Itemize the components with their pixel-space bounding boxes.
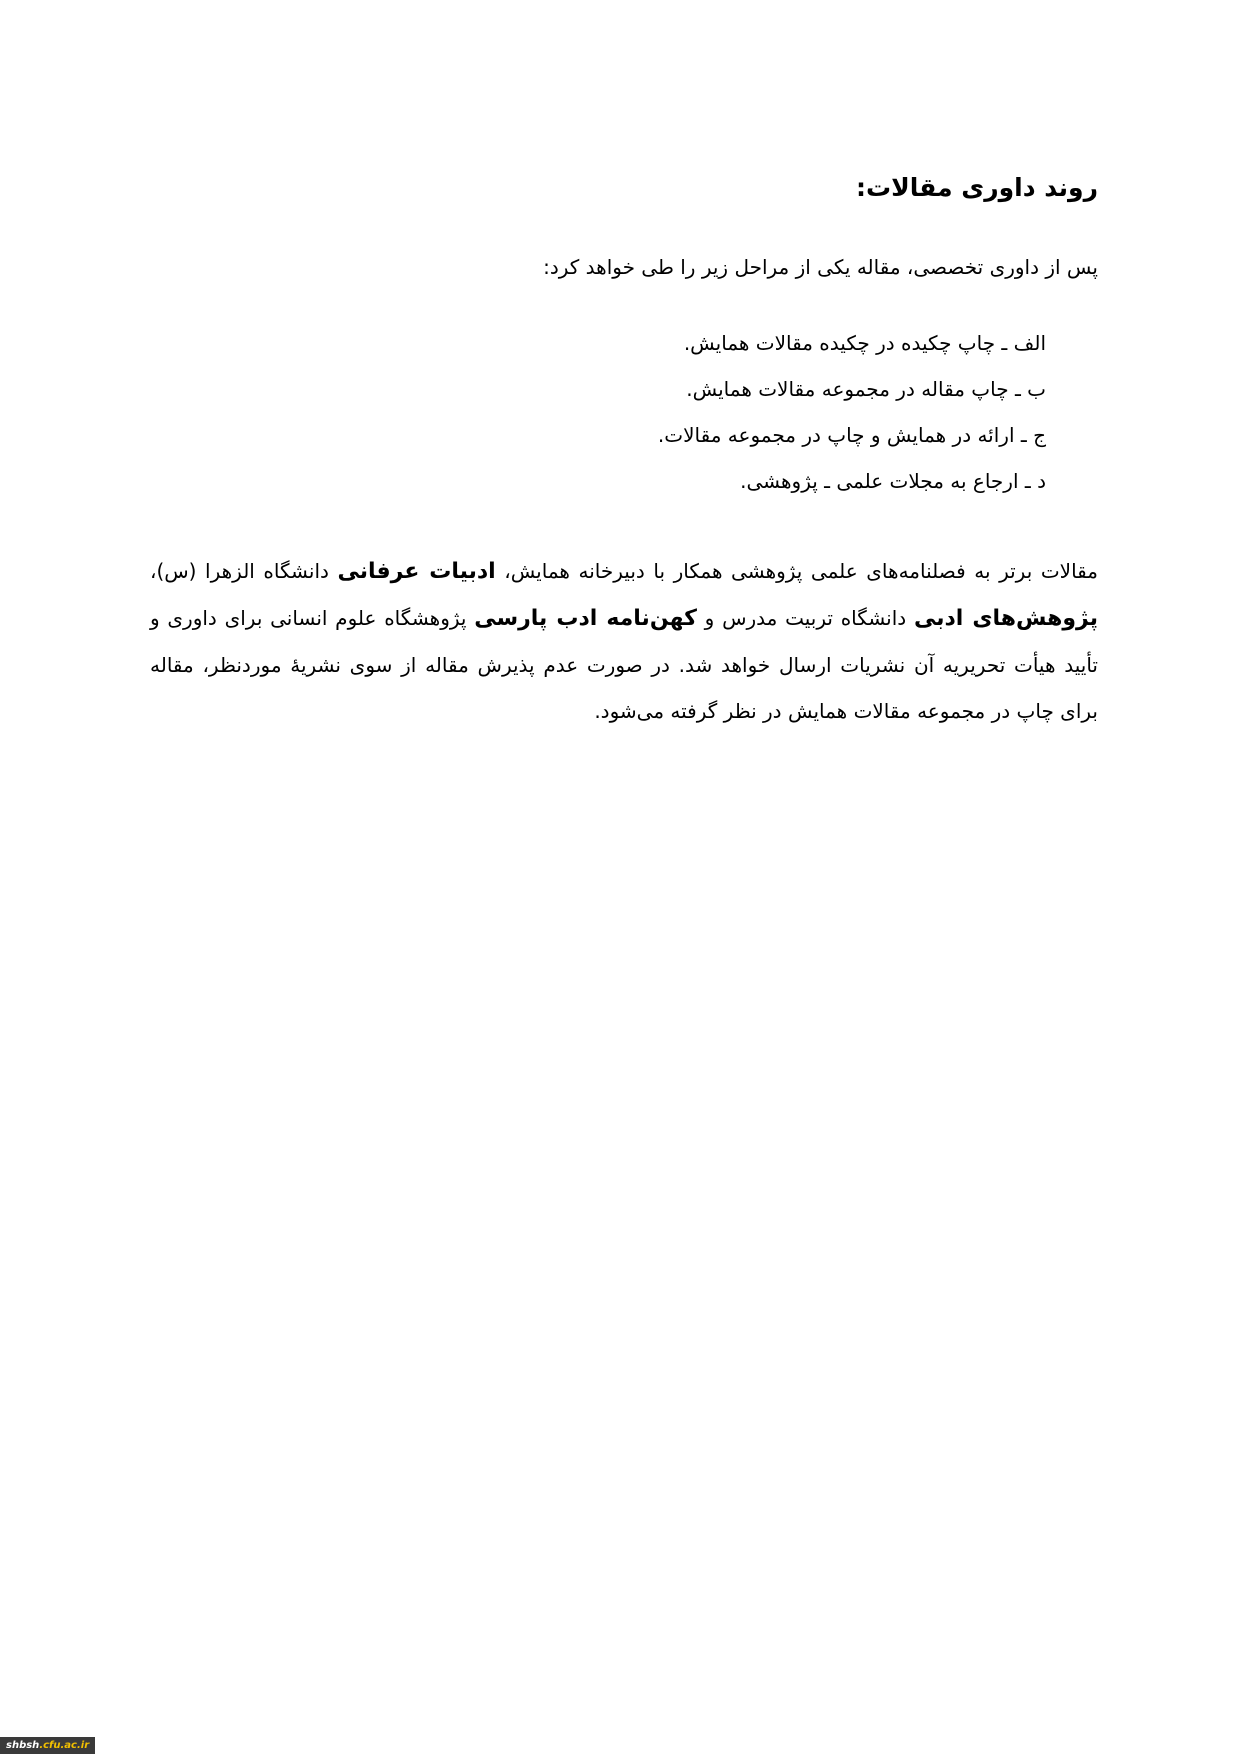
stage-item: د ـ ارجاع به مجلات علمی ـ پژوهشی. xyxy=(740,469,1046,493)
journal-name: کهن‌نامه ادب پارسی xyxy=(474,606,697,631)
paragraph-text: دانشگاه تربیت مدرس و xyxy=(696,606,914,630)
site-name: shbsh xyxy=(6,1740,40,1751)
paragraph-text: پژوهشگاه علوم انسانی برای داوری و تأیید هیأت تحریریه آن نشریات ارسال خواهد شد. در صورت عدم پذیرش مقاله از سوی نشریهٔ موردنظر، مقاله برای چاپ در مجموعه مقالات همایش در نظر گرفته می‌شود. xyxy=(150,606,1098,723)
site-watermark xyxy=(0,1737,95,1754)
stage-item: ج ـ ارائه در همایش و چاپ در مجموعه مقالات. xyxy=(657,423,1046,447)
paragraph-text: مقالات برتر به فصلنامه‌های علمی پژوهشی همکار با دبیرخانه همایش، xyxy=(495,559,1098,583)
intro-text: پس از داوری تخصصی، مقاله یکی از مراحل زیر را طی خواهد کرد: xyxy=(543,255,1098,279)
stage-item: ب ـ چاپ مقاله در مجموعه مقالات همایش. xyxy=(686,377,1046,401)
journals-paragraph xyxy=(150,548,1098,734)
journal-name: پژوهش‌های ادبی xyxy=(913,606,1099,631)
stage-item: الف ـ چاپ چکیده در چکیده مقالات همایش. xyxy=(683,331,1046,355)
journal-name: ادبیات عرفانی xyxy=(337,559,496,584)
paragraph-text: دانشگاه الزهرا (س)، xyxy=(150,559,338,583)
review-stages-list xyxy=(150,320,1046,504)
section-heading: روند داوری مقالات: xyxy=(855,173,1098,202)
page-content xyxy=(150,150,1098,734)
site-domain: .cfu.ac.ir xyxy=(39,1740,90,1751)
